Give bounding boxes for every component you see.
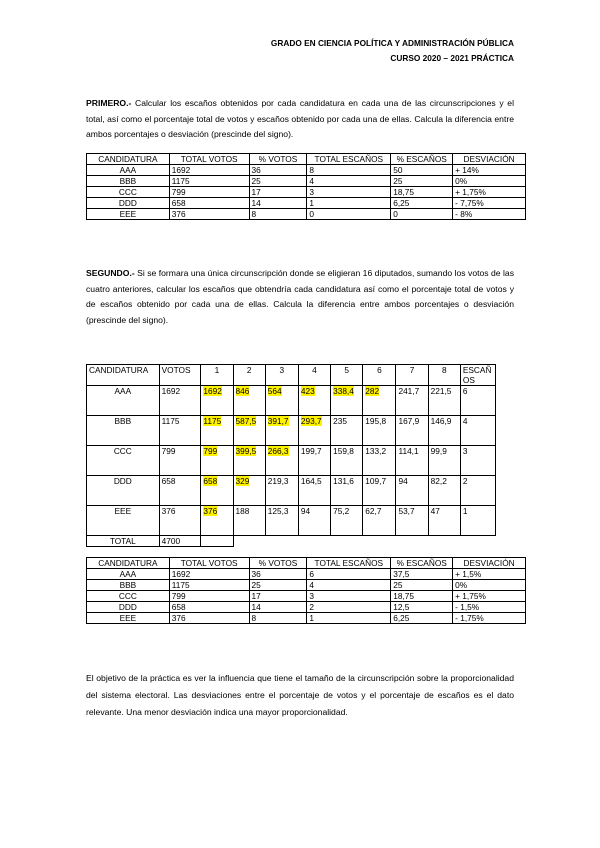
- table-cell: 99,9: [428, 446, 460, 476]
- table-cell: 6: [307, 569, 391, 580]
- table-row: [87, 165, 526, 176]
- table-row: [87, 198, 526, 209]
- highlighted-quotient: 293,7: [300, 416, 322, 426]
- column-header: TOTAL ESCAÑOS: [307, 154, 391, 165]
- highlighted-quotient: 846: [235, 386, 250, 396]
- table-cell: [331, 386, 363, 416]
- segundo-label: SEGUNDO.-: [86, 268, 135, 278]
- table-row: [87, 506, 496, 536]
- candidacy-cell: BBB: [87, 176, 170, 187]
- table-cell: - 7,75%: [453, 198, 526, 209]
- segundo-text: Si se formara una única circunscripción donde se eligieran 16 diputados, sumando los votos de las cuatro anteriores, calcular los escaños que obtendría cada candidatura así como el porcentaje total de votos y de escaños obtenido por cada una de ellas. Calcula la diferencia entre ambos porcentajes o desviación (prescinde del signo).: [86, 268, 514, 325]
- segundo-paragraph: [86, 266, 514, 328]
- table-cell: 658: [169, 602, 249, 613]
- table-cell: 8: [307, 165, 391, 176]
- candidacy-cell: AAA: [87, 386, 160, 416]
- column-header: CANDIDATURA: [87, 365, 160, 386]
- table-cell: 14: [249, 198, 307, 209]
- table-row: [87, 591, 526, 602]
- table-row: [87, 187, 526, 198]
- table-cell: 50: [391, 165, 453, 176]
- table-row: [87, 476, 496, 506]
- table-cell: [233, 416, 265, 446]
- table-cell: 241,7: [396, 386, 428, 416]
- table-row: [87, 386, 496, 416]
- table-cell: 75,2: [331, 506, 363, 536]
- table-cell: 4: [307, 580, 391, 591]
- table-cell: 0%: [453, 580, 526, 591]
- table-cell: [298, 386, 330, 416]
- primero-text: Calcular los escaños obtenidos por cada candidatura en cada una de las circunscripciones y el total, así como el porcentaje total de votos y escaños obtenido por cada una de ellas. Calcula la diferencia entre ambos porcentajes o desviación (prescinde del signo).: [86, 98, 514, 139]
- table-cell: 17: [249, 591, 307, 602]
- column-header: DESVIACIÓN: [453, 558, 526, 569]
- table-cell: 159,8: [331, 446, 363, 476]
- candidacy-cell: AAA: [87, 569, 170, 580]
- column-header: CANDIDATURA: [87, 558, 170, 569]
- candidacy-cell: DDD: [87, 602, 170, 613]
- table-cell: 0: [307, 209, 391, 220]
- table-cell: [201, 476, 233, 506]
- table-cell: 18,75: [391, 591, 453, 602]
- table-cell: - 8%: [453, 209, 526, 220]
- column-header: 1: [201, 365, 233, 386]
- dhondt-table: [86, 364, 496, 547]
- empty-cell: [460, 536, 495, 547]
- table-cell: 1692: [169, 165, 249, 176]
- table-cell: 125,3: [265, 506, 298, 536]
- column-header: 8: [428, 365, 460, 386]
- highlighted-quotient: 564: [267, 386, 282, 396]
- table-cell: + 14%: [453, 165, 526, 176]
- candidacy-cell: BBB: [87, 416, 160, 446]
- empty-cell: [428, 536, 460, 547]
- highlighted-quotient: 1175: [203, 416, 222, 426]
- total-row: [87, 536, 496, 547]
- table-row: [87, 569, 526, 580]
- table-cell: 1692: [159, 386, 201, 416]
- table-cell: - 1,5%: [453, 602, 526, 613]
- table-cell: [201, 386, 233, 416]
- table-cell: 1692: [169, 569, 249, 580]
- table-cell: 1: [460, 506, 495, 536]
- highlighted-quotient: 399,5: [235, 446, 257, 456]
- candidacy-cell: DDD: [87, 198, 170, 209]
- candidacy-cell: DDD: [87, 476, 160, 506]
- table-cell: [265, 446, 298, 476]
- table-cell: 25: [249, 176, 307, 187]
- candidacy-cell: CCC: [87, 591, 170, 602]
- table-cell: 2: [460, 476, 495, 506]
- highlighted-quotient: 376: [203, 506, 218, 516]
- table-cell: 18,75: [391, 187, 453, 198]
- table-cell: - 1,75%: [453, 613, 526, 624]
- table-cell: [201, 446, 233, 476]
- table-row: [87, 613, 526, 624]
- table-cell: 3: [307, 591, 391, 602]
- table-cell: 799: [169, 591, 249, 602]
- column-header: % ESCAÑOS: [391, 558, 453, 569]
- column-header: 4: [298, 365, 330, 386]
- table-cell: 376: [159, 506, 201, 536]
- table-cell: [201, 416, 233, 446]
- table-cell: 164,5: [298, 476, 330, 506]
- table-cell: 376: [169, 613, 249, 624]
- highlighted-quotient: 658: [203, 476, 218, 486]
- table-cell: [233, 446, 265, 476]
- column-header: VOTOS: [159, 365, 201, 386]
- column-header: 6: [363, 365, 396, 386]
- table-cell: 109,7: [363, 476, 396, 506]
- empty-cell: [396, 536, 428, 547]
- table-cell: 114,1: [396, 446, 428, 476]
- candidacy-cell: CCC: [87, 187, 170, 198]
- table-row: [87, 602, 526, 613]
- table-header-row: [87, 558, 526, 569]
- table-cell: 167,9: [396, 416, 428, 446]
- table-cell: 219,3: [265, 476, 298, 506]
- table-cell: 799: [159, 446, 201, 476]
- table-cell: 658: [159, 476, 201, 506]
- table-cell: 199,7: [298, 446, 330, 476]
- table-cell: 94: [298, 506, 330, 536]
- table-cell: [233, 386, 265, 416]
- highlighted-quotient: 587,5: [235, 416, 257, 426]
- total-votes: 4700: [159, 536, 201, 547]
- highlighted-quotient: 423: [300, 386, 315, 396]
- candidacy-cell: EEE: [87, 506, 160, 536]
- table-cell: 3: [460, 446, 495, 476]
- table-cell: 6,25: [391, 613, 453, 624]
- column-header: % ESCAÑOS: [391, 154, 453, 165]
- column-header: TOTAL VOTOS: [169, 558, 249, 569]
- empty-cell: [265, 536, 298, 547]
- table-cell: 4: [307, 176, 391, 187]
- table-cell: 25: [391, 176, 453, 187]
- empty-cell: [298, 536, 330, 547]
- table-cell: 188: [233, 506, 265, 536]
- header-title: GRADO EN CIENCIA POLÍTICA Y ADMINISTRACIÓN PÚBLICA: [270, 38, 514, 48]
- table-cell: [265, 416, 298, 446]
- table-cell: 146,9: [428, 416, 460, 446]
- results-table-single: [86, 557, 526, 624]
- table-cell: 14: [249, 602, 307, 613]
- table-cell: 2: [307, 602, 391, 613]
- column-header: ESCAÑOS: [460, 365, 495, 386]
- table-row: [87, 209, 526, 220]
- table-cell: + 1,5%: [453, 569, 526, 580]
- table-cell: 6: [460, 386, 495, 416]
- table-cell: 36: [249, 569, 307, 580]
- table-cell: 25: [391, 580, 453, 591]
- column-header: 5: [331, 365, 363, 386]
- conclusion-paragraph: El objetivo de la práctica es ver la influencia que tiene el tamaño de la circunscripción sobre la proporcionalidad del sistema electoral. Las desviaciones entre el porcentaje de votos y el porcentaje de escaños es el dato relevante. Una menor desviación indica una mayor proporcionalidad.: [86, 673, 514, 717]
- highlighted-quotient: 338,4: [333, 386, 354, 396]
- table-header-row: [87, 154, 526, 165]
- empty-cell: [363, 536, 396, 547]
- table-cell: 94: [396, 476, 428, 506]
- column-header: CANDIDATURA: [87, 154, 170, 165]
- table-cell: 1: [307, 613, 391, 624]
- table-cell: + 1,75%: [453, 591, 526, 602]
- table-cell: 1175: [169, 580, 249, 591]
- table-cell: 235: [331, 416, 363, 446]
- candidacy-cell: EEE: [87, 613, 170, 624]
- table-cell: [363, 386, 396, 416]
- column-header: TOTAL ESCAÑOS: [307, 558, 391, 569]
- candidacy-cell: EEE: [87, 209, 170, 220]
- table-cell: [201, 506, 233, 536]
- table-cell: 37,5: [391, 569, 453, 580]
- column-header: TOTAL VOTOS: [169, 154, 249, 165]
- table-cell: [298, 416, 330, 446]
- column-header: % VOTOS: [249, 154, 307, 165]
- column-header: 2: [233, 365, 265, 386]
- total-label: TOTAL: [87, 536, 160, 547]
- table-cell: + 1,75%: [453, 187, 526, 198]
- table-cell: 62,7: [363, 506, 396, 536]
- table-row: [87, 580, 526, 591]
- table-cell: 36: [249, 165, 307, 176]
- table-cell: 47: [428, 506, 460, 536]
- table-cell: 658: [169, 198, 249, 209]
- table-row: [87, 176, 526, 187]
- table-cell: 8: [249, 209, 307, 220]
- table-cell: 376: [169, 209, 249, 220]
- table-cell: 53,7: [396, 506, 428, 536]
- table-row: [87, 416, 496, 446]
- candidacy-cell: AAA: [87, 165, 170, 176]
- candidacy-cell: BBB: [87, 580, 170, 591]
- column-header: % VOTOS: [249, 558, 307, 569]
- table-cell: 17: [249, 187, 307, 198]
- header-course: CURSO 2020 – 2021 PRÁCTICA: [390, 53, 514, 63]
- highlighted-quotient: 329: [235, 476, 250, 486]
- table-cell: 1: [307, 198, 391, 209]
- table-cell: 4: [460, 416, 495, 446]
- table-cell: 131,6: [331, 476, 363, 506]
- table-cell: 82,2: [428, 476, 460, 506]
- highlighted-quotient: 282: [365, 386, 380, 396]
- table-cell: 221,5: [428, 386, 460, 416]
- highlighted-quotient: 799: [203, 446, 218, 456]
- results-table-districts: [86, 153, 526, 220]
- empty-cell: [201, 536, 233, 547]
- table-cell: 0: [391, 209, 453, 220]
- table-cell: 133,2: [363, 446, 396, 476]
- table-cell: 0%: [453, 176, 526, 187]
- table-cell: 1175: [169, 176, 249, 187]
- column-header: 3: [265, 365, 298, 386]
- primero-paragraph: [86, 96, 514, 143]
- table-cell: [265, 386, 298, 416]
- highlighted-quotient: 391,7: [267, 416, 289, 426]
- table-cell: 8: [249, 613, 307, 624]
- primero-label: PRIMERO.-: [86, 98, 132, 108]
- table-header-row: [87, 365, 496, 386]
- highlighted-quotient: 1692: [203, 386, 222, 396]
- table-cell: [233, 476, 265, 506]
- column-header: DESVIACIÓN: [453, 154, 526, 165]
- table-cell: 3: [307, 187, 391, 198]
- table-cell: 25: [249, 580, 307, 591]
- table-row: [87, 446, 496, 476]
- table-cell: 1175: [159, 416, 201, 446]
- empty-cell: [233, 536, 265, 547]
- table-cell: 6,25: [391, 198, 453, 209]
- highlighted-quotient: 266,3: [267, 446, 289, 456]
- column-header: 7: [396, 365, 428, 386]
- table-cell: 799: [169, 187, 249, 198]
- candidacy-cell: CCC: [87, 446, 160, 476]
- table-cell: 195,8: [363, 416, 396, 446]
- empty-cell: [331, 536, 363, 547]
- table-cell: 12,5: [391, 602, 453, 613]
